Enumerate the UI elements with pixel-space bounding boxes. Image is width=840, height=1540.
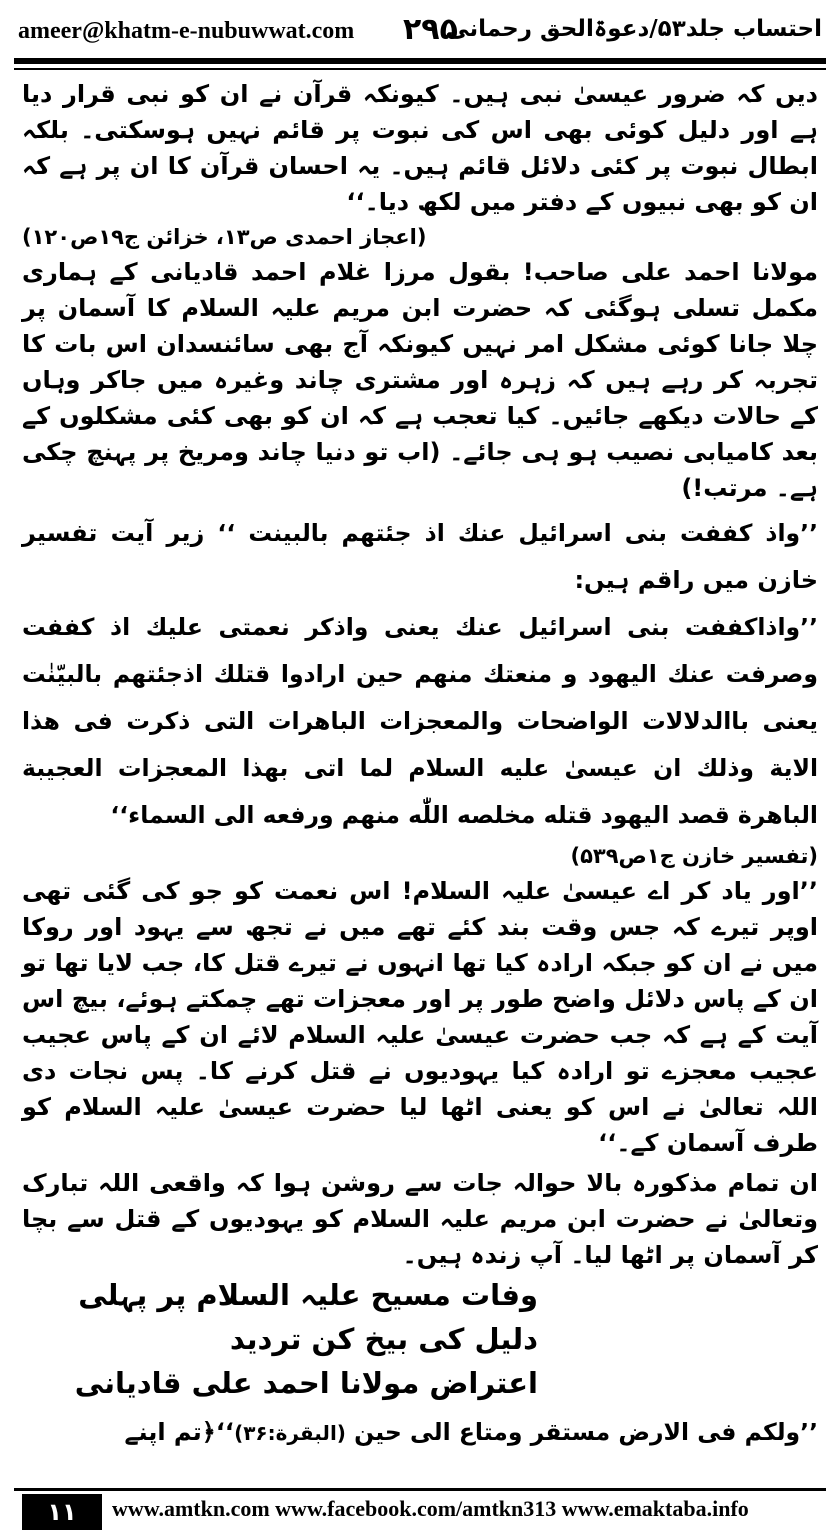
book-title: احتساب جلد۵۳/دعوۃالحق رحمانی xyxy=(446,16,822,42)
section-heading: وفات مسیح علیہ السلام پر پہلی دلیل کی بیخ کن تردید xyxy=(78,1278,538,1356)
page-number: ۲۹۵ xyxy=(403,12,458,47)
last-reference: (البقرة:۳۶) xyxy=(234,1421,346,1445)
arabic-tafseer-text: ’’واذاکففت بنی اسرائیل عنك یعنی واذکر نعمتی علیك اذ کففت وصرفت عنك الیهود و منعتك منهم حین ارادوا قتلك اذجئتهم بالبیّنٰت یعنی باالدلالات الواضحات والمعجزات الباهرات التی ذکرت فی هذا الایة وذلك ان عیسیٰ علیه السلام لما اتی بهذا المعجزات العجیبة الباهرة قصد الیهود قتله مخلصه اللّٰه منهم ورفعه الی السماء‘‘ xyxy=(22,613,818,829)
footer-urls: www.amtkn.com www.facebook.com/amtkn313 www.emaktaba.info xyxy=(112,1496,749,1521)
quranic-quote: ’’واذ کففت بنی اسرائیل عنك اذ جئتهم بالبینت ‘‘ xyxy=(217,519,819,547)
reference-ijaz-ahmadi: (اعجاز احمدی ص۱۳، خزائن ج۱۹ص۱۲۰) xyxy=(22,225,427,249)
header-rule-thick xyxy=(14,58,826,64)
paragraph-5: ان تمام مذکورہ بالا حوالہ جات سے روشن ہوا کہ واقعی اللہ تبارک وتعالیٰ نے حضرت ابن مریم علیہ السلام کو یہودیوں کے قتل سے بچا کر آسمان پر اٹھا لیا۔ آپ زندہ ہیں۔ xyxy=(22,1169,818,1269)
last-quote: ’’ولکم فی الارض مستقر ومتاع الی حین xyxy=(354,1418,818,1446)
reference-tafseer-khazin: (تفسیر خازن ج۱ص۵۳۹) xyxy=(570,844,818,868)
paragraph-4: ’’اور یاد کر اے عیسیٰ علیہ السلام! اس نعمت کو جو کی گئی تھی اوپر تیرے کہ جس وقت بند کئے تھے میں نے تجھ سے یہود اور روکا میں نے ان کو جبکہ ارادہ کیا تھا انہوں نے تیرے قتل کا، جب لایا تھا تو ان کے پاس دلائل واضح طور پر اور معجزات تھے چمکتے ہوئے، بیچ اس آیت کے ہے کہ جب حضرت عیسیٰ علیہ السلام لائے ان کے پاس عجیب عجیب معجزے تو ارادہ کیا یہودیوں نے قتل کرنے کا۔ پس نجات دی اللہ تعالیٰ نے اس کو یعنی اٹھا لیا حضرت عیسیٰ علیہ السلام کو طرف آسمان کے۔‘‘ xyxy=(22,877,818,1157)
paragraph-3-text: زیر آیت تفسیر خازن میں راقم ہیں: xyxy=(22,519,818,594)
last-line xyxy=(22,1409,818,1457)
section-subheading: اعتراض مولانا احمد علی قادیانی xyxy=(74,1366,538,1400)
header-rule-thin xyxy=(14,68,826,70)
last-tail: ‘‘﴿تم اپنے xyxy=(124,1418,235,1446)
footer-number: ۱۱ xyxy=(22,1494,102,1530)
paragraph-1: دیں کہ ضرور عیسیٰ نبی ہیں۔ کیونکہ قرآن نے ان کو نبی قرار دیا ہے اور دلیل کوئی بھی اس کی نبوت پر قائم نہیں ہوسکتی۔ بلکہ ابطال نبوت پر کئی دلائل قائم ہیں۔ یہ احسان قرآن کا ان پر ہے کہ ان کو بھی نبیوں کے دفتر میں لکھ دیا۔‘‘ xyxy=(22,80,818,216)
paragraph-3 xyxy=(22,510,818,604)
paragraph-2: مولانا احمد علی صاحب! بقول مرزا غلام احمد قادیانی کے ہماری مکمل تسلی ہوگئی کہ حضرت ابن مریم علیہ السلام کا آسمان پر چلا جانا کوئی مشکل امر نہیں کیونکہ آج بھی سائنسدان اس بات کا تجربہ کر رہے ہیں کہ زہرہ اور مشتری چاند وغیرہ میں جاکر وہاں کے حالات دیکھے جائیں۔ کیا تعجب ہے کہ ان کو بھی کئی مشکلوں کے بعد کامیابی نصیب ہو ہی جائے۔ (اب تو دنیا چاند ومریخ پر پہنچ چکی ہے۔ مرتب!) xyxy=(22,258,818,502)
page-body xyxy=(22,76,818,1457)
footer-rule xyxy=(14,1488,826,1491)
header-email: ameer@khatm-e-nubuwwat.com xyxy=(18,18,355,44)
page-header xyxy=(18,10,822,56)
